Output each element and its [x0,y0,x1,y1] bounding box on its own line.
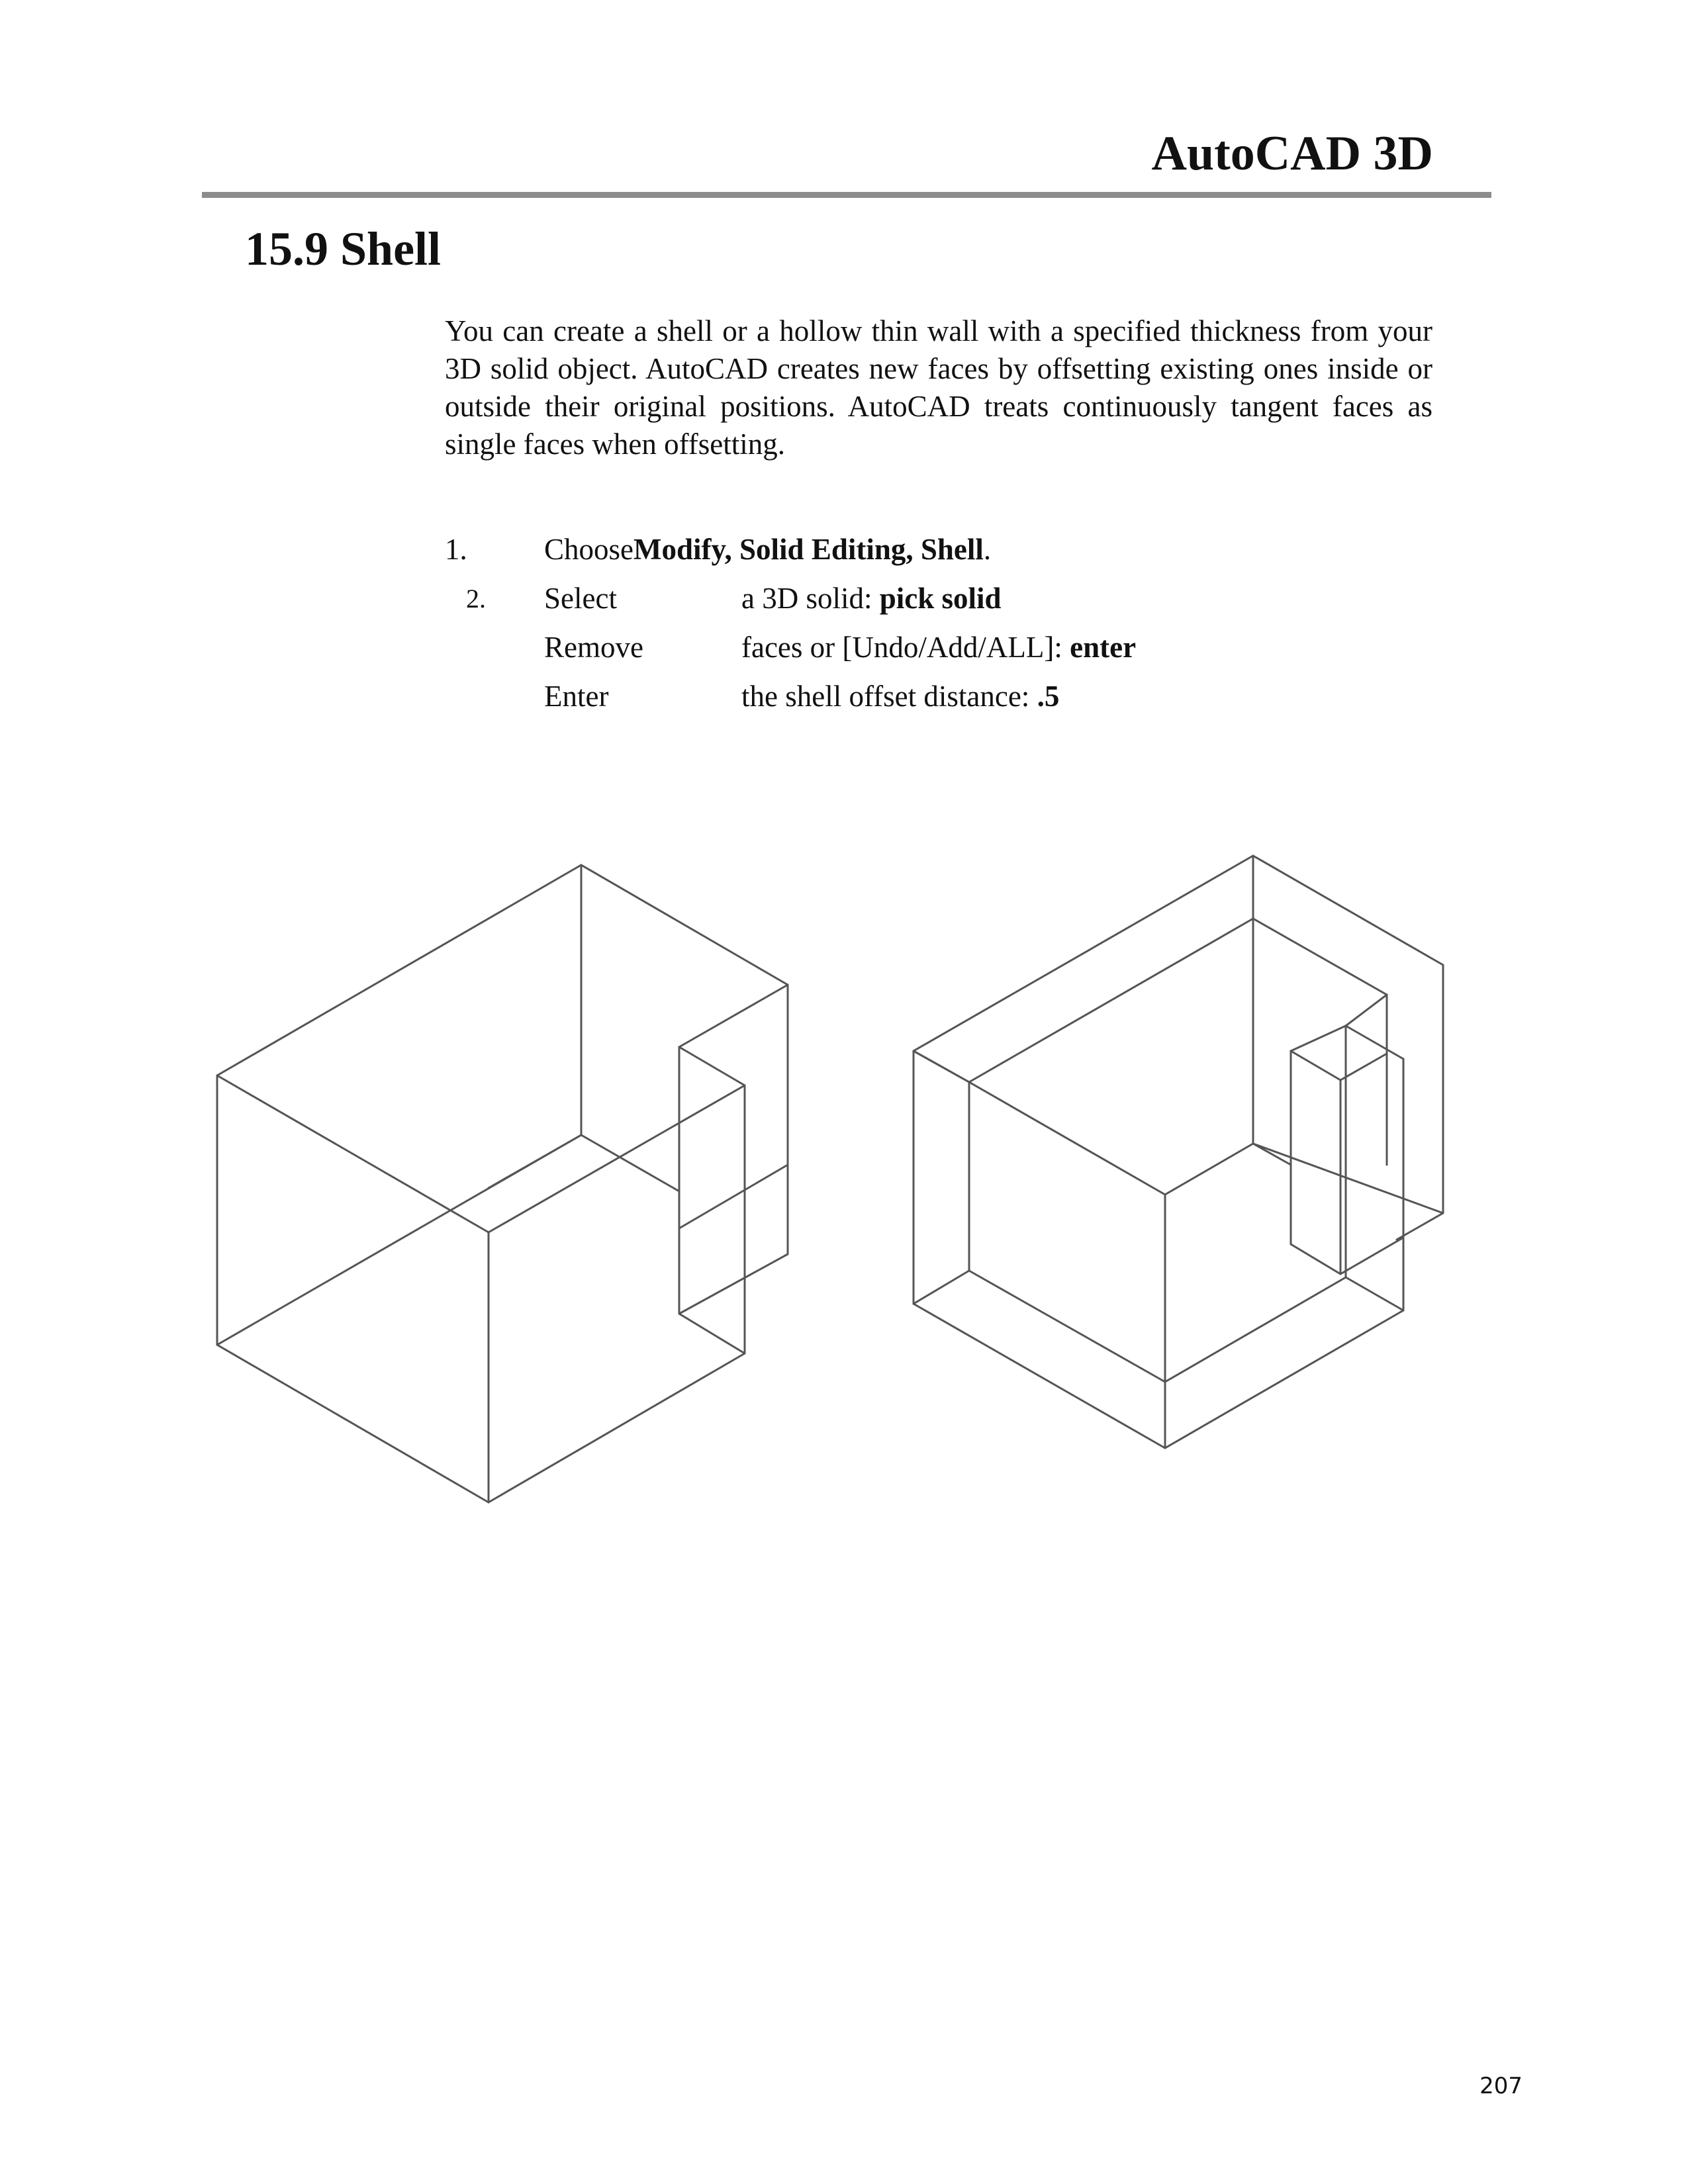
shell-wireframe [914,856,1443,1448]
prompt-word: Select [544,582,617,615]
prompt-input: .5 [1037,680,1060,713]
menu-path: Modify, Solid Editing, Shell [633,533,984,566]
prompt-label: faces or [Undo/Add/ALL]: [741,631,1070,664]
prompt-word: Remove [544,631,643,664]
prompt-label: the shell offset distance: [741,680,1037,713]
step-number: 1. [445,533,467,566]
solid-wireframe [217,865,788,1502]
step-number: 2. [466,584,486,614]
step-prefix: Choose [544,533,633,566]
step-suffix: . [983,533,992,566]
prompt-label: a 3D solid: [741,582,880,615]
prompt-input: enter [1070,631,1137,664]
intro-paragraph: You can create a shell or a hollow thin wall with a specified thickness from your 3D solid object. AutoCAD creates new faces by offsetting existing ones inside or outside their original positions. AutoCAD treats continuously tangent faces as single faces when offsetting. [445,314,1432,461]
running-header: AutoCAD 3D [1151,126,1433,181]
prompt-input: pick solid [879,582,1002,615]
section-title: 15.9 Shell [245,222,442,275]
prompt-word: Enter [544,680,609,713]
page-number: 207 [1479,2073,1523,2099]
